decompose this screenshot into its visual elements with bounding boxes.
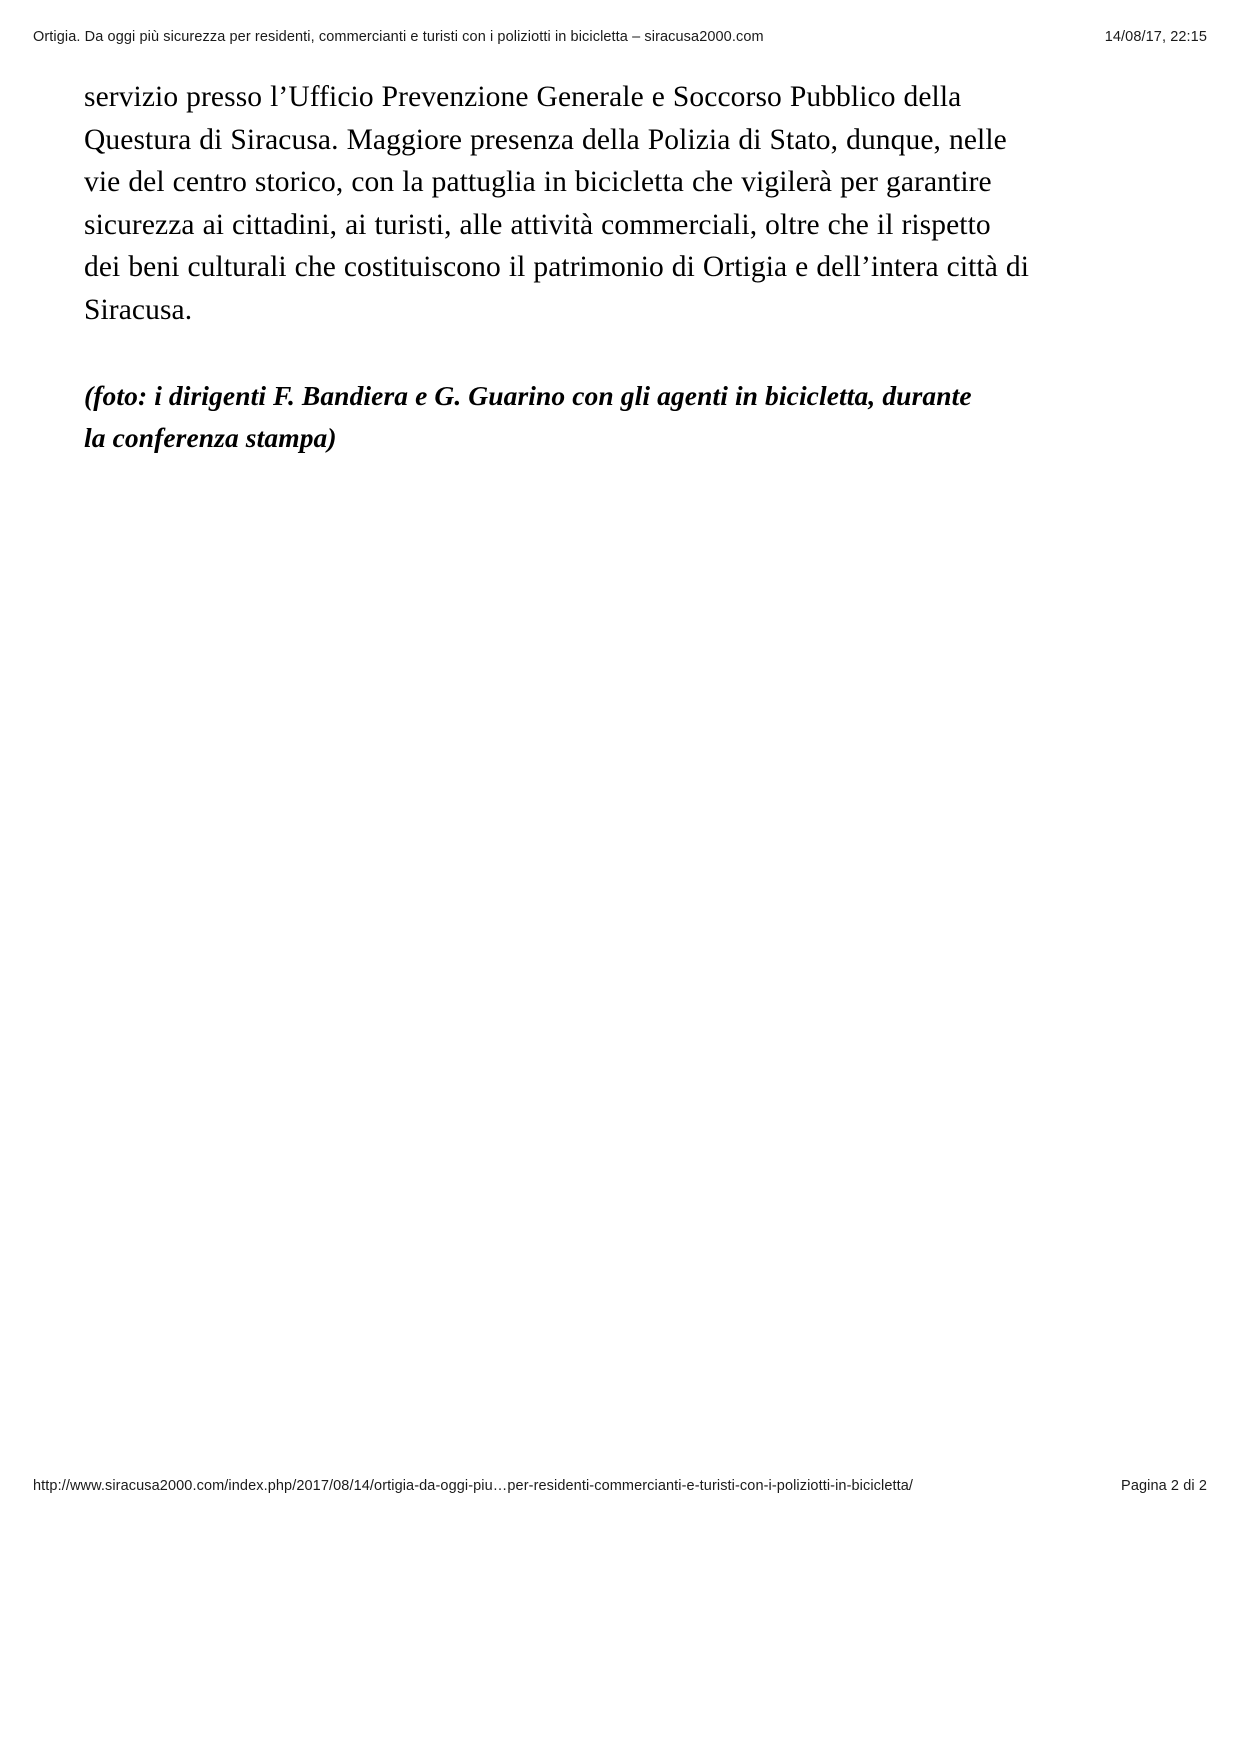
page-content bbox=[84, 76, 1032, 459]
document-title: Ortigia. Da oggi più sicurezza per residenti, commercianti e turisti con i poliziotti in bicicletta – siracusa2000.com bbox=[33, 29, 764, 45]
source-url[interactable]: http://www.siracusa2000.com/index.php/2017/08/14/ortigia-da-oggi-piu…per-residenti-commercianti-e-turisti-con-i-poliziotti-in-bicicletta/ bbox=[33, 1478, 914, 1494]
article-body-paragraph: servizio presso l’Ufficio Prevenzione Generale e Soccorso Pubblico della Questura di Siracusa. Maggiore presenza della Polizia di Stato, dunque, nelle vie del centro storico, con la pattuglia in bicicletta che vigilerà per garantire sicurezza ai cittadini, ai turisti, alle attività commerciali, oltre che il rispetto dei beni culturali che costituiscono il patrimonio di Ortigia e dell’intera città di Siracusa. bbox=[84, 81, 1030, 326]
print-timestamp: 14/08/17, 22:15 bbox=[1104, 29, 1207, 45]
running-header bbox=[33, 28, 1207, 46]
photo-caption: (foto: i dirigenti F. Bandiera e G. Guarino con gli agenti in bicicletta, durante la conferenza stampa) bbox=[84, 380, 972, 453]
running-footer bbox=[33, 1477, 1207, 1495]
page-number: Pagina 2 di 2 bbox=[1121, 1478, 1207, 1494]
